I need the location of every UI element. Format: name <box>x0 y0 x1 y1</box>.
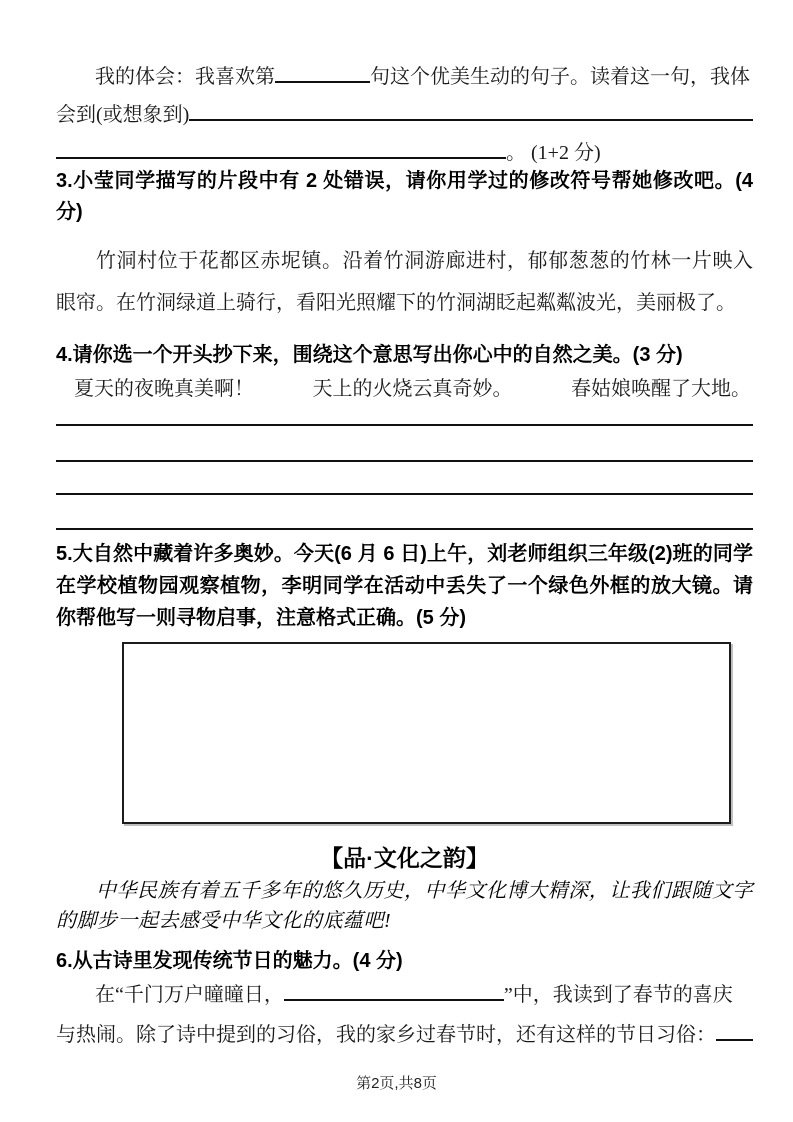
option-burning-clouds: 天上的火烧云真奇妙。 <box>312 378 513 400</box>
custom-text: 与热闹。除了诗中提到的习俗，我的家乡过春节时，还有这样的节日习俗： <box>56 1024 716 1046</box>
reflection-section <box>56 58 753 172</box>
question-6-prompt: 6.从古诗里发现传统节日的魅力。(4 分) <box>56 950 403 972</box>
answer-line-3[interactable] <box>56 493 753 495</box>
culture-intro: 中华民族有着五千多年的悠久历史，中华文化博大精深，让我们跟随文字的脚步一起去感受中华文化的底蕴吧! <box>56 880 753 932</box>
reflection-text-2: 句这个优美生动的句子。读着这一句，我体 <box>370 66 750 88</box>
reflection-text-4: 。 (1+2 分) <box>506 142 601 164</box>
question-4-options <box>56 372 753 401</box>
reflection-line-2 <box>56 96 753 134</box>
fill-blank-poem-line[interactable] <box>284 981 504 1001</box>
poem-text-post: ”中，我读到了春节的喜庆 <box>503 984 733 1006</box>
culture-section-header: 【品·文化之韵】 <box>320 845 489 871</box>
question-3-passage[interactable]: 竹洞村位于花都区赤坭镇。沿着竹洞游廊进村，郁郁葱葱的竹林一片映入眼帘。在竹洞绿道上骑行，看阳光照耀下的竹洞湖眨起粼粼波光，美丽极了。 <box>56 250 753 314</box>
reflection-line-1 <box>56 58 753 96</box>
question-5-prompt: 5.大自然中藏着许多奥妙。今天(6 月 6 日)上午，刘老师组织三年级(2)班的同学在学校植物园观察植物，李明同学在活动中丢失了一个绿色外框的放大镜。请你帮他写一则寻物启事，注意格式正确。(5 分) <box>56 543 753 629</box>
option-spring-lady: 春姑娘唤醒了大地。 <box>571 378 751 400</box>
fill-blank-feeling-2[interactable] <box>56 139 506 159</box>
question-4-prompt: 4.请你选一个开头抄下来，围绕这个意思写出你心中的自然之美。(3 分) <box>56 344 683 366</box>
fill-blank-custom[interactable] <box>716 1021 753 1041</box>
question-6-body <box>56 975 753 1055</box>
page-number-footer: 第2页,共8页 <box>356 1075 437 1092</box>
answer-line-2[interactable] <box>56 460 753 462</box>
poem-text-pre: 在“千门万户曈曈日， <box>95 984 284 1006</box>
fill-blank-feeling-1[interactable] <box>189 101 753 121</box>
question-6-line-1 <box>56 975 753 1015</box>
fill-blank-sentence-number[interactable] <box>275 63 370 83</box>
answer-line-4[interactable] <box>56 528 753 530</box>
reflection-text-1: 我的体会：我喜欢第 <box>95 66 275 88</box>
question-3-prompt: 3.小莹同学描写的片段中有 2 处错误，请你用学过的修改符号帮她修改吧。(4 分) <box>56 170 753 223</box>
answer-line-1[interactable] <box>56 424 753 426</box>
option-summer-night: 夏天的夜晚真美啊！ <box>74 378 254 400</box>
notice-answer-box[interactable] <box>122 642 731 824</box>
question-6-line-2 <box>56 1015 753 1055</box>
reflection-text-3: 会到(或想象到) <box>56 104 190 126</box>
